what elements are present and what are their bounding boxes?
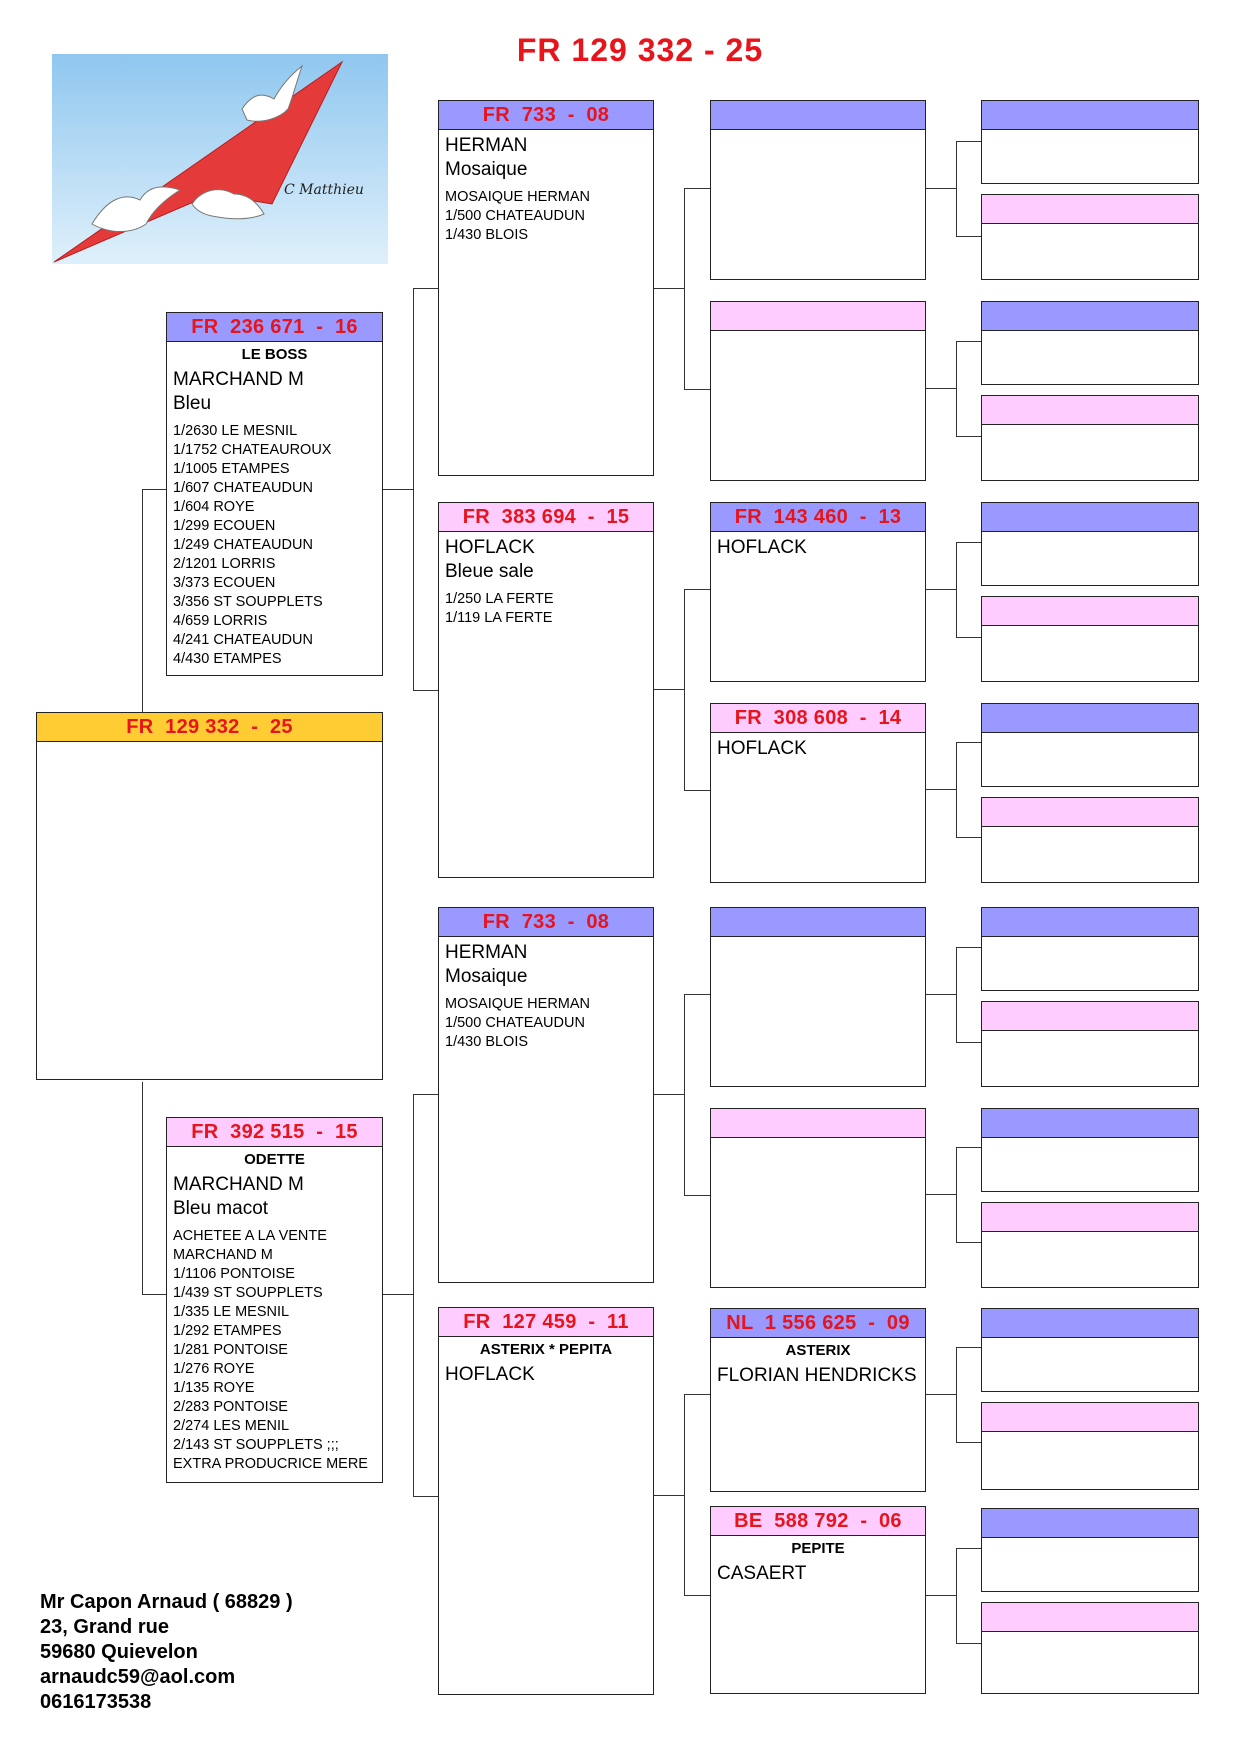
result-line: 1/439 ST SOUPPLETS [173,1285,323,1301]
sire-ring: FR 236 671 - 16 [167,313,382,342]
connector [926,1595,956,1597]
connector [956,1147,982,1243]
ss-sire-card [710,100,926,280]
result-line: 3/373 ECOUEN [173,575,276,591]
owner-email[interactable]: arnaudc59@aol.com [40,1666,236,1688]
sire-sire-color: Mosaique [445,159,528,180]
dd-dam-breeder: CASAERT [717,1563,807,1584]
sire-color: Bleu [173,393,212,414]
gen4-ring [982,908,1198,937]
connector [926,1394,956,1396]
owner-street: 23, Grand rue [40,1616,169,1638]
gen4-sire-card [981,703,1199,787]
result-line: 1/604 ROYE [173,499,255,515]
page-title: FR 129 332 - 25 [516,32,764,68]
result-line: 1/299 ECOUEN [173,518,276,534]
logo-image [52,54,388,264]
connector [413,288,439,691]
result-line: 1/500 CHATEAUDUN [445,1015,585,1031]
sire-breeder: MARCHAND M [173,369,304,390]
connector [142,1082,167,1295]
connector [956,141,982,237]
connector [956,1347,982,1443]
result-line: 1/335 LE MESNIL [173,1304,290,1320]
sire-sire-ring: FR 733 - 08 [439,101,653,130]
sd-dam-card [710,703,926,883]
gen4-ring [982,798,1198,827]
gen4-dam-card [981,1202,1199,1288]
dd-sire-card [710,1308,926,1492]
dam-ring: FR 392 515 - 15 [167,1118,382,1147]
gen4-ring [982,1309,1198,1338]
dam-sire-results [445,995,653,1052]
sire-dam-breeder: HOFLACK [445,537,535,558]
owner-address [40,1590,293,1715]
result-line: MOSAIQUE HERMAN [445,996,591,1012]
gen4-dam-card [981,1001,1199,1087]
sire-dam-results [445,590,653,628]
svg-text:C Matthieu: C Matthieu [284,182,364,198]
sire-dam-color: Bleue sale [445,561,534,582]
connector [926,994,956,996]
connector [956,1548,982,1644]
gen4-dam-card [981,596,1199,682]
connector [654,288,684,290]
result-line: 1/500 CHATEAUDUN [445,208,585,224]
subject-card [36,712,383,1080]
connector [684,994,710,1196]
connector [654,1094,684,1096]
dam-sire-breeder: HERMAN [445,942,528,963]
gen4-ring [982,1002,1198,1031]
result-line: EXTRA PRODUCRICE MERE [173,1456,368,1472]
gen4-sire-card [981,301,1199,385]
connector [926,589,956,591]
ds-sire-ring [711,908,925,937]
dd-sire-name: ASTERIX [785,1342,851,1359]
gen4-ring [982,101,1198,130]
result-line: 1/119 LA FERTE [445,610,553,626]
result-line: MOSAIQUE HERMAN [445,189,591,205]
gen4-ring [982,1509,1198,1538]
gen4-sire-card [981,907,1199,991]
result-line: 1/607 CHATEAUDUN [173,480,313,496]
result-line: 1/276 ROYE [173,1361,255,1377]
sire-name: LE BOSS [241,346,308,363]
gen4-dam-card [981,797,1199,883]
gen4-ring [982,1403,1198,1432]
result-line: 1/2630 LE MESNIL [173,423,298,439]
connector [383,489,413,491]
gen4-ring [982,195,1198,224]
result-line: 1/1752 CHATEAUROUX [173,442,332,458]
connector [654,689,684,691]
dam-dam-card [438,1307,654,1695]
dd-dam-card [710,1506,926,1694]
gen4-dam-card [981,395,1199,481]
connector [956,947,982,1043]
dam-dam-breeder: HOFLACK [445,1364,535,1385]
dam-sire-ring: FR 733 - 08 [439,908,653,937]
gen4-ring [982,503,1198,532]
connector [142,489,167,713]
owner-phone[interactable]: 0616173538 [40,1691,152,1713]
connector [654,1495,684,1497]
subject-ring: FR 129 332 - 25 [37,713,382,742]
result-line: 1/1005 ETAMPES [173,461,290,477]
result-line: MARCHAND M [173,1247,273,1263]
gen4-dam-card [981,1402,1199,1490]
connector [926,789,956,791]
gen4-dam-card [981,194,1199,280]
dam-name: ODETTE [244,1151,305,1168]
dam-card [166,1117,383,1483]
result-line: 1/249 CHATEAUDUN [173,537,313,553]
dam-breeder: MARCHAND M [173,1174,304,1195]
dd-dam-name: PEPITE [791,1540,845,1557]
gen4-sire-card [981,502,1199,586]
result-line: 2/1201 LORRIS [173,556,276,572]
dd-sire-breeder: FLORIAN HENDRICKS [717,1365,917,1386]
gen4-ring [982,597,1198,626]
gen4-sire-card [981,1508,1199,1592]
dam-sire-color: Mosaique [445,966,528,987]
gen4-sire-card [981,1308,1199,1392]
result-line: 1/250 LA FERTE [445,591,554,607]
sire-results [173,422,382,669]
gen4-ring [982,1603,1198,1632]
ss-dam-ring [711,302,925,331]
ds-sire-card [710,907,926,1087]
result-line: 4/659 LORRIS [173,613,268,629]
result-line: 4/241 CHATEAUDUN [173,632,313,648]
sire-sire-results [445,188,653,245]
connector [684,1394,710,1596]
result-line: 3/356 ST SOUPPLETS [173,594,323,610]
connector [956,341,982,437]
sd-dam-breeder: HOFLACK [717,738,807,759]
dd-sire-ring: NL 1 556 625 - 09 [711,1309,925,1338]
dam-dam-name: ASTERIX * PEPITA [479,1341,613,1358]
dam-sire-card [438,907,654,1283]
ss-dam-card [710,301,926,481]
result-line: 4/430 ETAMPES [173,651,282,667]
connector [383,1294,413,1296]
result-line: 1/281 PONTOISE [173,1342,288,1358]
gen4-ring [982,302,1198,331]
sire-sire-breeder: HERMAN [445,135,528,156]
result-line: 1/135 ROYE [173,1380,255,1396]
result-line: 1/430 BLOIS [445,1034,529,1050]
sire-dam-ring: FR 383 694 - 15 [439,503,653,532]
dam-color: Bleu macot [173,1198,269,1219]
gen4-ring [982,704,1198,733]
sire-dam-card [438,502,654,878]
result-line: ACHETEE A LA VENTE [173,1228,327,1244]
gen4-ring [982,1109,1198,1138]
connector [926,388,956,390]
gen4-sire-card [981,100,1199,184]
gen4-sire-card [981,1108,1199,1192]
connector [926,1194,956,1196]
connector [956,742,982,838]
sire-card [166,312,383,676]
result-line: 1/430 BLOIS [445,227,529,243]
connector [684,589,710,791]
gen4-ring [982,396,1198,425]
sd-dam-ring: FR 308 608 - 14 [711,704,925,733]
owner-name: Mr Capon Arnaud ( 68829 ) [40,1591,293,1613]
sire-sire-card [438,100,654,476]
sd-sire-card [710,502,926,682]
result-line: 1/1106 PONTOISE [173,1266,295,1282]
connector [956,542,982,638]
result-line: 1/292 ETAMPES [173,1323,282,1339]
gen4-dam-card [981,1602,1199,1694]
owner-city: 59680 Quievelon [40,1641,198,1663]
connector [413,1094,439,1497]
result-line: 2/283 PONTOISE [173,1399,288,1415]
sd-sire-ring: FR 143 460 - 13 [711,503,925,532]
result-line: 2/274 LES MENIL [173,1418,290,1434]
ss-sire-ring [711,101,925,130]
connector [926,188,956,190]
sd-sire-breeder: HOFLACK [717,537,807,558]
ds-dam-card [710,1108,926,1288]
ds-dam-ring [711,1109,925,1138]
dd-dam-ring: BE 588 792 - 06 [711,1507,925,1536]
dam-results [173,1227,382,1474]
dam-dam-ring: FR 127 459 - 11 [439,1308,653,1337]
result-line: 2/143 ST SOUPPLETS ;;; [173,1437,339,1453]
gen4-ring [982,1203,1198,1232]
connector [684,188,710,390]
